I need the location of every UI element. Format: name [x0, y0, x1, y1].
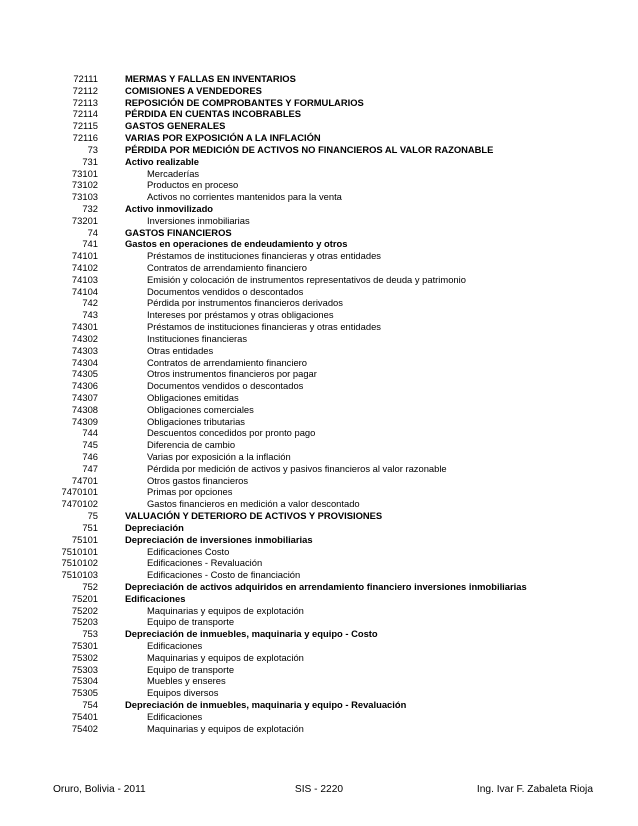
- account-row: [0, 345, 638, 357]
- account-row: [0, 97, 638, 109]
- account-code: 74308: [71, 403, 98, 415]
- account-row: [0, 227, 638, 239]
- page-footer: [0, 783, 638, 797]
- account-description: Productos en proceso: [147, 179, 239, 191]
- account-description: Obligaciones comerciales: [147, 403, 254, 415]
- account-description: Gastos financieros en medición a valor descontado: [147, 498, 360, 510]
- account-description: PÉRDIDA POR MEDICIÓN DE ACTIVOS NO FINANCIEROS AL VALOR RAZONABLE: [125, 143, 494, 155]
- account-code: 72116: [72, 132, 98, 144]
- account-code: 74303: [71, 344, 98, 356]
- account-row: [0, 297, 638, 309]
- account-row: [0, 723, 638, 735]
- account-description: Equipos diversos: [147, 687, 219, 699]
- account-description: Maquinarias y equipos de explotación: [147, 651, 304, 663]
- account-description: Muebles y enseres: [147, 675, 226, 687]
- account-row: [0, 463, 638, 475]
- account-code: 747: [82, 462, 98, 474]
- account-row: [0, 250, 638, 262]
- account-row: [0, 510, 638, 522]
- account-row: [0, 321, 638, 333]
- footer-course-code: SIS - 2220: [294, 784, 344, 795]
- account-code: 74304: [71, 356, 98, 368]
- account-row: [0, 605, 638, 617]
- account-code: 75101: [71, 533, 98, 545]
- account-description: Equipo de transporte: [147, 663, 235, 675]
- account-row: [0, 168, 638, 180]
- account-description: Inversiones inmobiliarias: [147, 214, 250, 226]
- footer-author: Ing. Ivar F. Zabaleta Rioja: [476, 784, 593, 795]
- account-code: 75401: [71, 710, 98, 722]
- account-code: 75202: [71, 604, 98, 616]
- account-code: 73: [87, 143, 98, 155]
- account-code: 743: [82, 309, 98, 321]
- account-description: Edificaciones - Costo de financiación: [147, 569, 301, 581]
- account-description: Activo inmovilizado: [125, 202, 214, 214]
- account-row: [0, 156, 638, 168]
- account-description: VARIAS POR EXPOSICIÓN A LA INFLACIÓN: [125, 132, 321, 144]
- account-code: 74307: [71, 391, 98, 403]
- account-description: Contratos de arrendamiento financiero: [147, 262, 307, 273]
- account-row: [0, 309, 638, 321]
- account-row: [0, 404, 638, 416]
- account-row: [0, 711, 638, 723]
- account-row: [0, 85, 638, 97]
- account-description: Depreciación: [125, 521, 184, 533]
- account-description: Préstamos de instituciones financieras y otras entidades: [147, 250, 381, 262]
- account-description: Otros gastos financieros: [147, 474, 249, 486]
- account-description: COMISIONES A VENDEDORES: [125, 84, 262, 96]
- account-code: 75203: [71, 616, 98, 628]
- account-code: 751: [82, 521, 98, 533]
- account-row: [0, 238, 638, 250]
- account-list: [0, 73, 638, 735]
- account-description: Depreciación de activos adquiridos en arrendamiento financiero inversiones inmobiliarias: [125, 580, 527, 592]
- account-code: 7510102: [61, 557, 98, 569]
- account-row: [0, 593, 638, 605]
- account-row: [0, 203, 638, 215]
- account-row: [0, 179, 638, 191]
- account-code: 75201: [71, 592, 98, 604]
- account-description: Gastos en operaciones de endeudamiento y otros: [125, 238, 348, 250]
- account-code: 745: [82, 439, 98, 451]
- account-code: 744: [82, 427, 98, 439]
- account-code: 72113: [72, 96, 98, 108]
- account-description: Edificaciones: [147, 710, 203, 722]
- account-code: 73201: [71, 214, 98, 226]
- account-row: [0, 120, 638, 132]
- account-code: 74302: [71, 332, 98, 344]
- account-description: REPOSICIÓN DE COMPROBANTES Y FORMULARIOS: [125, 96, 364, 108]
- account-code: 74: [87, 226, 98, 238]
- account-description: GASTOS GENERALES: [125, 120, 226, 132]
- account-row: [0, 628, 638, 640]
- account-description: Activos no corrientes mantenidos para la venta: [147, 191, 342, 203]
- account-description: Emisión y colocación de instrumentos representativos de deuda y patrimonio: [147, 273, 466, 285]
- account-row: [0, 557, 638, 569]
- account-description: Documentos vendidos o descontados: [147, 380, 304, 392]
- account-code: 73102: [71, 179, 98, 191]
- account-code: 731: [82, 155, 98, 167]
- account-row: [0, 427, 638, 439]
- account-row: [0, 546, 638, 558]
- account-description: Documentos vendidos o descontados: [147, 285, 304, 297]
- account-row: [0, 392, 638, 404]
- account-code: 7510101: [61, 545, 98, 557]
- account-row: [0, 132, 638, 144]
- account-description: Activo realizable: [125, 155, 199, 167]
- account-code: 75303: [71, 663, 98, 675]
- account-code: 75: [87, 510, 98, 522]
- account-row: [0, 687, 638, 699]
- account-row: [0, 699, 638, 711]
- footer-location: Oruro, Bolivia - 2011: [53, 784, 146, 795]
- account-code: 7470102: [61, 498, 98, 510]
- account-row: [0, 640, 638, 652]
- account-code: 75402: [71, 722, 98, 734]
- account-description: Instituciones financieras: [147, 332, 248, 344]
- account-row: [0, 498, 638, 510]
- account-code: 73101: [71, 167, 98, 179]
- account-row: [0, 73, 638, 85]
- account-code: 74309: [71, 415, 98, 427]
- account-row: [0, 534, 638, 546]
- account-row: [0, 333, 638, 345]
- account-row: [0, 475, 638, 487]
- account-code: 72115: [72, 120, 98, 132]
- account-code: 74701: [71, 474, 98, 486]
- account-description: Depreciación de inmuebles, maquinaria y equipo - Revaluación: [125, 699, 407, 711]
- account-code: 75304: [71, 675, 98, 687]
- account-row: [0, 262, 638, 274]
- account-code: 74103: [71, 273, 98, 285]
- account-code: 746: [82, 451, 98, 462]
- account-code: 72112: [72, 84, 98, 96]
- account-row: [0, 416, 638, 428]
- account-row: [0, 191, 638, 203]
- account-code: 752: [82, 580, 98, 592]
- account-code: 74104: [71, 285, 98, 297]
- account-code: 75301: [71, 640, 98, 651]
- account-row: [0, 380, 638, 392]
- account-description: MERMAS Y FALLAS EN INVENTARIOS: [125, 73, 296, 84]
- account-code: 74102: [71, 262, 98, 273]
- account-row: [0, 286, 638, 298]
- account-description: Descuentos concedidos por pronto pago: [147, 427, 316, 439]
- account-description: Obligaciones tributarias: [147, 415, 245, 427]
- account-description: Otros instrumentos financieros por pagar: [147, 368, 317, 380]
- account-code: 7470101: [61, 486, 98, 498]
- account-row: [0, 439, 638, 451]
- account-description: Maquinarias y equipos de explotación: [147, 604, 304, 616]
- account-description: Maquinarias y equipos de explotación: [147, 722, 304, 734]
- account-description: Pérdida por instrumentos financieros derivados: [147, 297, 343, 309]
- account-description: Intereses por préstamos y otras obligaciones: [147, 309, 334, 321]
- account-code: 74305: [71, 368, 98, 380]
- account-row: [0, 675, 638, 687]
- account-code: 753: [82, 628, 98, 640]
- account-code: 72111: [73, 73, 98, 84]
- account-description: Depreciación de inmuebles, maquinaria y equipo - Costo: [125, 628, 378, 640]
- account-row: [0, 451, 638, 463]
- account-code: 75305: [71, 687, 98, 699]
- account-row: [0, 144, 638, 156]
- account-description: Edificaciones: [125, 592, 186, 604]
- account-description: Edificaciones - Revaluación: [147, 557, 263, 569]
- account-description: Diferencia de cambio: [147, 439, 236, 451]
- account-description: Edificaciones Costo: [147, 545, 230, 557]
- account-description: PÉRDIDA EN CUENTAS INCOBRABLES: [125, 108, 302, 120]
- account-row: [0, 581, 638, 593]
- account-row: [0, 274, 638, 286]
- account-row: [0, 108, 638, 120]
- account-row: [0, 569, 638, 581]
- account-code: 73103: [71, 191, 98, 203]
- account-description: Pérdida por medición de activos y pasivos financieros al valor razonable: [147, 462, 447, 474]
- account-code: 754: [82, 699, 98, 711]
- account-description: Edificaciones: [147, 640, 203, 651]
- account-row: [0, 486, 638, 498]
- account-code: 7510103: [61, 569, 98, 581]
- account-row: [0, 215, 638, 227]
- account-row: [0, 664, 638, 676]
- account-row: [0, 522, 638, 534]
- account-description: Primas por opciones: [147, 486, 233, 498]
- account-code: 741: [82, 238, 98, 250]
- account-code: 75302: [71, 651, 98, 663]
- account-description: Mercaderías: [147, 167, 200, 179]
- account-description: GASTOS FINANCIEROS: [125, 226, 232, 238]
- account-code: 732: [82, 202, 98, 214]
- account-code: 74306: [71, 380, 98, 392]
- account-description: Préstamos de instituciones financieras y otras entidades: [147, 321, 381, 333]
- account-code: 74101: [71, 250, 98, 262]
- account-code: 742: [82, 297, 98, 309]
- account-description: Obligaciones emitidas: [147, 391, 239, 403]
- account-description: Otras entidades: [147, 344, 214, 356]
- account-description: Varias por exposición a la inflación: [147, 451, 291, 462]
- account-row: [0, 368, 638, 380]
- account-row: [0, 357, 638, 369]
- account-code: 74301: [71, 321, 98, 333]
- account-description: VALUACIÓN Y DETERIORO DE ACTIVOS Y PROVISIONES: [125, 510, 383, 522]
- account-code: 72114: [72, 108, 98, 120]
- account-description: Equipo de transporte: [147, 616, 235, 628]
- account-description: Contratos de arrendamiento financiero: [147, 356, 307, 368]
- account-row: [0, 616, 638, 628]
- account-description: Depreciación de inversiones inmobiliarias: [125, 533, 313, 545]
- account-row: [0, 652, 638, 664]
